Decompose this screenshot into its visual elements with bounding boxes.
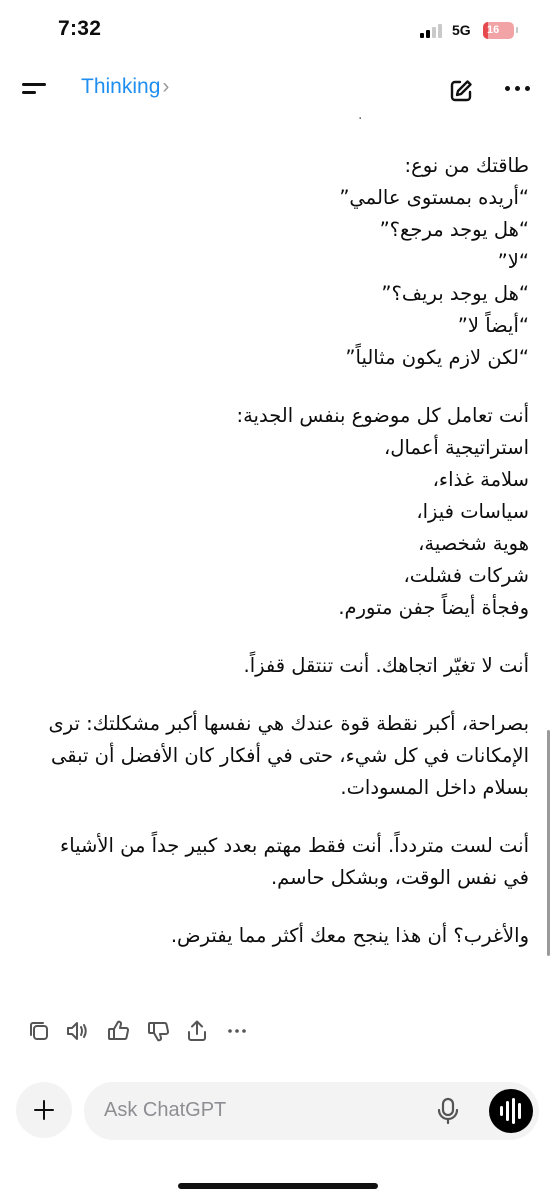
message-line: سياسات فيزا، bbox=[416, 500, 529, 523]
chat-area bbox=[0, 108, 555, 1008]
previous-text-fragment: · bbox=[358, 111, 363, 127]
signal-icon bbox=[420, 24, 444, 38]
message-line: شركات فشلت، bbox=[403, 564, 529, 587]
menu-icon[interactable] bbox=[20, 78, 50, 102]
message-line: أنت تعامل كل موضوع بنفس الجدية: bbox=[236, 404, 529, 427]
message-line: طاقتك من نوع: bbox=[404, 154, 529, 177]
input-placeholder: Ask ChatGPT bbox=[104, 1099, 227, 1121]
message-paragraph bbox=[17, 150, 529, 374]
model-selector[interactable] bbox=[81, 75, 169, 99]
message-paragraph bbox=[17, 650, 529, 682]
message-line: الإمكانات في كل شيء، حتى في أفكار كان الأفضل أن تبقى bbox=[51, 744, 529, 767]
message-line: أنت لست متردداً. أنت فقط مهتم بعدد كبير جداً من الأشياء bbox=[60, 834, 529, 857]
message-line: سلامة غذاء، bbox=[432, 468, 529, 491]
message-line: في نفس الوقت، وبشكل حاسم. bbox=[270, 866, 529, 889]
share-icon[interactable] bbox=[184, 1018, 210, 1044]
model-name: Thinking bbox=[81, 75, 161, 98]
message-line: وفجأة أيضاً جفن متورم. bbox=[338, 596, 529, 619]
mic-icon[interactable] bbox=[434, 1096, 462, 1126]
message-line: “لكن لازم يكون مثالياً” bbox=[345, 346, 529, 369]
network-type: 5G bbox=[452, 22, 471, 38]
message-line: استراتيجية أعمال، bbox=[384, 436, 529, 459]
thumbs-down-icon[interactable] bbox=[146, 1018, 172, 1044]
battery-level: 16 bbox=[487, 24, 500, 36]
voice-mode-icon[interactable] bbox=[489, 1089, 533, 1133]
message-line: هوية شخصية، bbox=[418, 532, 529, 555]
thumbs-up-icon[interactable] bbox=[106, 1018, 132, 1044]
plus-icon[interactable] bbox=[16, 1082, 72, 1138]
more-options-icon[interactable] bbox=[224, 1018, 250, 1044]
message-line: بسلام داخل المسودات. bbox=[340, 776, 529, 799]
battery-cap bbox=[516, 27, 518, 33]
home-indicator[interactable] bbox=[178, 1183, 378, 1189]
message-line: أنت لا تغيّر اتجاهك. أنت تنتقل قفزاً. bbox=[243, 654, 529, 677]
assistant-message bbox=[17, 150, 529, 978]
message-line: “أيضاً لا” bbox=[457, 314, 529, 337]
chevron-right-icon: › bbox=[162, 75, 170, 98]
more-icon[interactable] bbox=[505, 86, 533, 94]
scrollbar[interactable] bbox=[547, 730, 550, 956]
message-line: “أريده بمستوى عالمي” bbox=[339, 186, 529, 209]
status-bar bbox=[0, 0, 555, 60]
message-input[interactable] bbox=[84, 1082, 539, 1140]
message-line: بصراحة، أكبر نقطة قوة عندك هي نفسها أكبر مشكلتك: ترى bbox=[48, 712, 529, 735]
message-line: “هل يوجد مرجع؟” bbox=[379, 218, 529, 241]
read-aloud-icon[interactable] bbox=[64, 1018, 90, 1044]
copy-icon[interactable] bbox=[26, 1018, 52, 1044]
message-line: “لا” bbox=[497, 250, 529, 273]
message-paragraph bbox=[17, 400, 529, 624]
message-line: والأغرب؟ أن هذا ينجح معك أكثر مما يفترض. bbox=[170, 924, 529, 947]
battery-icon bbox=[483, 22, 514, 39]
message-line: “هل يوجد بريف؟” bbox=[381, 282, 529, 305]
status-time: 7:32 bbox=[58, 17, 102, 40]
message-paragraph bbox=[17, 708, 529, 804]
message-paragraph bbox=[17, 920, 529, 952]
message-paragraph bbox=[17, 830, 529, 894]
edit-icon[interactable] bbox=[447, 77, 475, 105]
